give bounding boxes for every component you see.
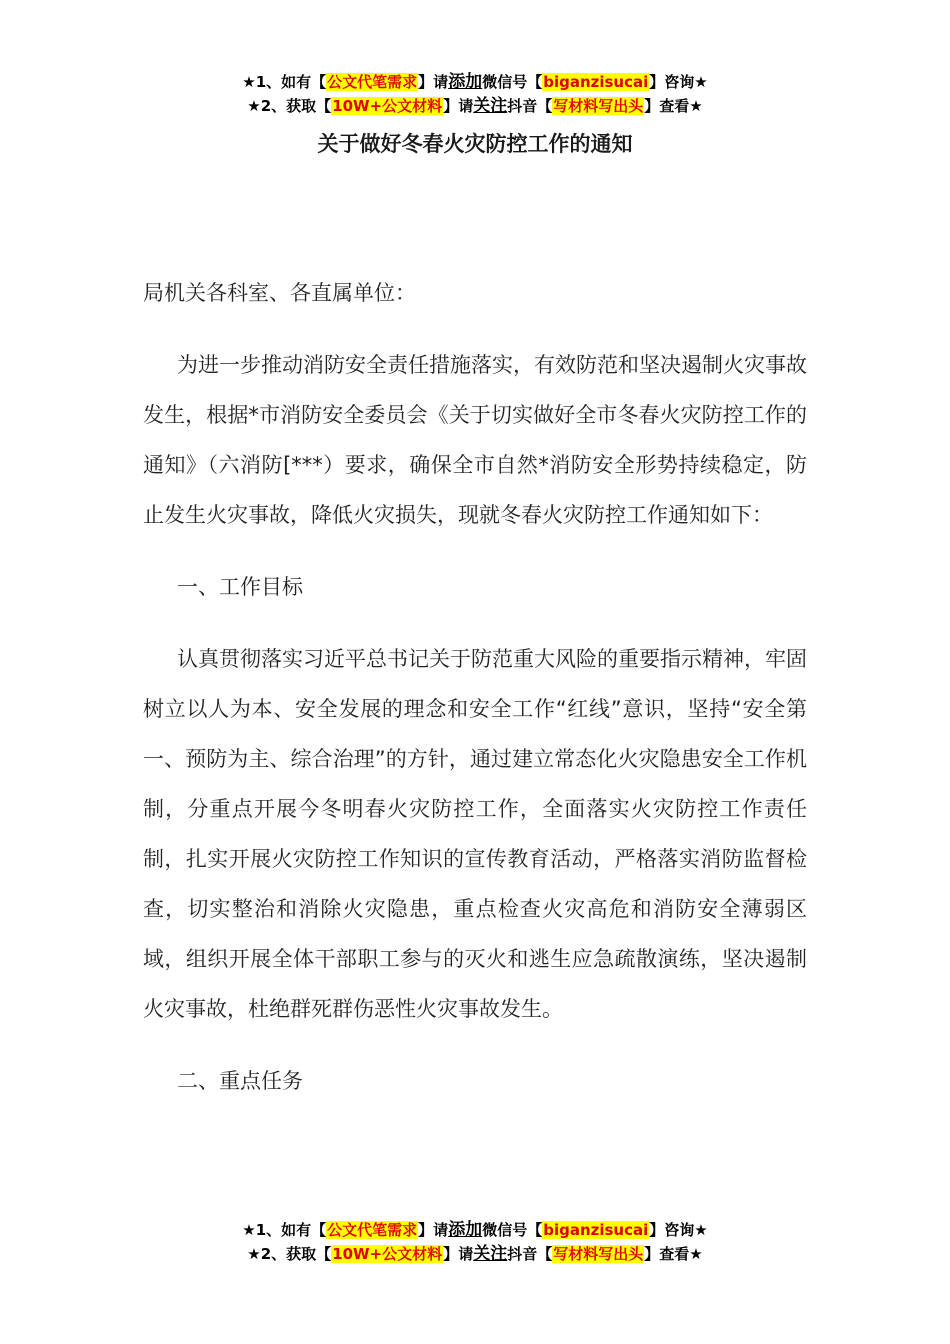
document-body	[143, 268, 807, 1106]
emphasis-text: 关注	[473, 96, 508, 116]
footer-banner-line-1	[0, 1218, 950, 1242]
banner-text: ★1、如有【	[242, 73, 327, 91]
banner-text: ★2、获取【	[247, 97, 332, 115]
highlight-tag: 10W+公文材料	[332, 1245, 443, 1263]
highlight-tag: biganzisucai	[543, 1221, 649, 1239]
highlight-tag: 公文代笔需求	[327, 1221, 418, 1239]
emphasis-text: 关注	[473, 1244, 508, 1264]
banner-text: ★2、获取【	[247, 1245, 332, 1263]
footer-banner	[0, 1218, 950, 1266]
section-1-body: 认真贯彻落实习近平总书记关于防范重大风险的重要指示精神，牢固树立以人为本、安全发展的理念和安全工作“红线”意识，坚持“安全第一、预防为主、综合治理”的方针，通过建立常态化火灾隐患安全工作机制，分重点开展今冬明春火灾防控工作，全面落实火灾防控工作责任制，扎实开展火灾防控工作知识的宣传教育活动，严格落实消防监督检查，切实整治和消除火灾隐患，重点检查火灾高危和消防安全薄弱区域，组织开展全体干部职工参与的灭火和逃生应急疏散演练，坚决遏制火灾事故，杜绝群死群伤恶性火灾事故发生。	[143, 647, 807, 1021]
highlight-tag: 写材料写出头	[553, 1245, 644, 1263]
highlight-tag: 写材料写出头	[553, 97, 644, 115]
emphasis-text: 添加	[448, 1220, 483, 1240]
banner-text: 】请	[443, 1245, 474, 1263]
banner-text: 微信号【	[482, 73, 543, 91]
highlight-tag: biganzisucai	[543, 73, 649, 91]
section-1-heading: 一、工作目标	[177, 575, 303, 599]
banner-text: ★1、如有【	[242, 1221, 327, 1239]
highlight-tag: 公文代笔需求	[327, 73, 418, 91]
banner-text: 】请	[443, 97, 474, 115]
footer-banner-line-2	[0, 1242, 950, 1266]
banner-text: 】咨询★	[649, 1221, 708, 1239]
banner-text: 】查看★	[644, 1245, 703, 1263]
banner-text: 微信号【	[482, 1221, 543, 1239]
section-2-heading: 二、重点任务	[177, 1069, 303, 1093]
header-banner-line-1	[0, 70, 950, 94]
intro-paragraph: 为进一步推动消防安全责任措施落实，有效防范和坚决遏制火灾事故发生，根据*市消防安全委员会《关于切实做好全市冬春火灾防控工作的通知》（六消防[***）要求，确保全市自然*消防安全形势持续稳定，防止发生火灾事故，降低火灾损失，现就冬春火灾防控工作通知如下：	[143, 353, 807, 527]
salutation: 局机关各科室、各直属单位：	[143, 281, 416, 305]
banner-text: 抖音【	[507, 97, 553, 115]
emphasis-text: 添加	[448, 72, 483, 92]
header-banner-line-2	[0, 94, 950, 118]
document-title: 关于做好冬春火灾防控工作的通知	[317, 132, 633, 156]
banner-text: 抖音【	[507, 1245, 553, 1263]
banner-text: 】请	[418, 73, 449, 91]
banner-text: 】咨询★	[649, 73, 708, 91]
banner-text: 】请	[418, 1221, 449, 1239]
header-banner	[0, 70, 950, 118]
banner-text: 】查看★	[644, 97, 703, 115]
highlight-tag: 10W+公文材料	[332, 97, 443, 115]
